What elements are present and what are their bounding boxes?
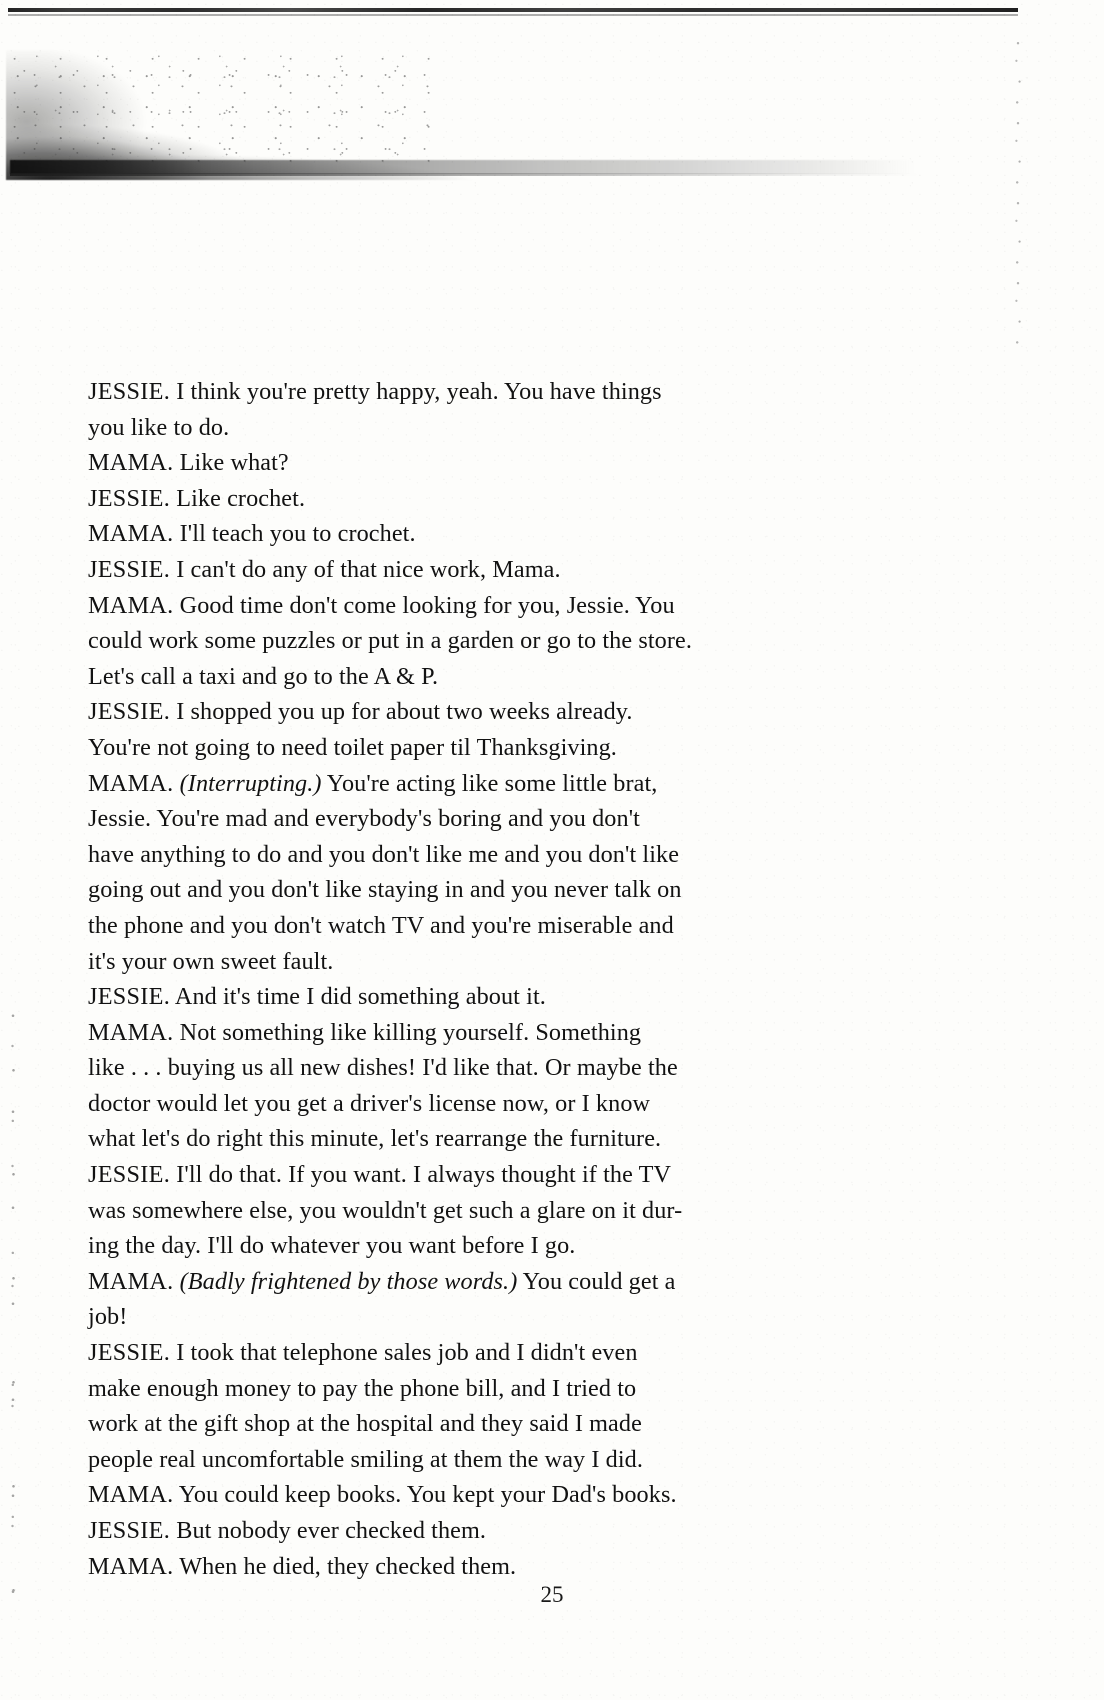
- text-line: [88, 516, 780, 552]
- text-line: [88, 801, 780, 837]
- text-line: [88, 1086, 780, 1122]
- text-line: [88, 1050, 780, 1086]
- scan-streak-artifact: [10, 160, 915, 174]
- line-text: I took that telephone sales job and I didn't even: [170, 1339, 638, 1367]
- right-margin-speckle-artifact: [1010, 40, 1026, 360]
- text-line: [88, 481, 780, 517]
- text-line: [88, 1121, 780, 1157]
- line-text: And it's time I did something about it.: [170, 983, 546, 1011]
- speaker-label: JESSIE.: [88, 1517, 171, 1544]
- text-line: [88, 1299, 780, 1335]
- text-line: [88, 552, 780, 588]
- line-text: it's your own sweet fault.: [88, 947, 334, 975]
- line-text: people real uncomfortable smiling at them the way I did.: [88, 1445, 644, 1473]
- line-text: like . . . buying us all new dishes! I'd like that. Or maybe the: [88, 1054, 678, 1082]
- text-line: [88, 410, 780, 446]
- line-text: ing the day. I'll do whatever you want before I go.: [88, 1232, 576, 1260]
- line-text: Jessie. You're mad and everybody's boring and you don't: [88, 805, 640, 833]
- text-line: [88, 694, 780, 730]
- line-text: I think you're pretty happy, yeah. You have things: [170, 378, 662, 405]
- line-text: Let's call a taxi and go to the A & P.: [88, 662, 439, 690]
- text-line: [88, 730, 780, 766]
- speaker-label: JESSIE.: [88, 555, 171, 583]
- speaker-label: JESSIE.: [88, 1161, 171, 1189]
- text-line: [88, 1157, 780, 1193]
- speaker-label: MAMA.: [88, 1018, 174, 1046]
- line-text: Like what?: [173, 449, 289, 477]
- text-line: [88, 1406, 780, 1442]
- text-line: [88, 588, 780, 624]
- line-text: You're not going to need toilet paper til Thanksgiving.: [88, 733, 617, 761]
- line-text: I'll teach you to crochet.: [173, 520, 416, 548]
- speaker-label: MAMA.: [88, 1481, 174, 1509]
- line-text: you like to do.: [88, 413, 230, 441]
- page-body-text: [88, 374, 780, 1584]
- line-text: I shopped you up for about two weeks already.: [170, 698, 633, 726]
- speaker-label: MAMA.: [88, 1552, 174, 1580]
- line-text: Like crochet.: [170, 484, 306, 512]
- text-line: [88, 979, 780, 1015]
- scan-top-rule-artifact: [8, 8, 1018, 12]
- stage-direction: (Badly frightened by those words.): [173, 1267, 518, 1295]
- text-line: [88, 1228, 780, 1264]
- stage-direction: (Interrupting.): [173, 769, 322, 797]
- speaker-label: MAMA.: [88, 449, 174, 477]
- line-text: the phone and you don't watch TV and you're miserable and: [88, 911, 674, 939]
- text-line: [88, 1549, 780, 1585]
- line-text: You're acting like some little brat,: [321, 769, 658, 797]
- left-margin-speckle-artifact: [8, 1010, 18, 1610]
- text-line: [88, 623, 780, 659]
- text-line: [88, 872, 780, 908]
- text-line: [88, 837, 780, 873]
- text-line: [88, 1513, 780, 1549]
- line-text: job!: [88, 1303, 128, 1331]
- line-text: what let's do right this minute, let's rearrange the furniture.: [88, 1125, 662, 1153]
- text-line: [88, 1264, 780, 1300]
- line-text: Good time don't come looking for you, Jessie. You: [173, 591, 675, 619]
- text-line: [88, 1193, 780, 1229]
- speaker-label: JESSIE.: [88, 698, 171, 726]
- speaker-label: MAMA.: [88, 520, 174, 548]
- page-number: 25: [540, 1582, 564, 1607]
- text-line: [88, 1371, 780, 1407]
- line-text: I'll do that. If you want. I always thought if the TV: [170, 1161, 672, 1189]
- speaker-label: JESSIE.: [88, 484, 171, 512]
- line-text: work at the gift shop at the hospital and they said I made: [88, 1410, 642, 1438]
- text-line: [88, 659, 780, 695]
- scan-streak-secondary-artifact: [10, 173, 920, 176]
- scan-top-rule-secondary-artifact: [8, 14, 1018, 16]
- speaker-label: JESSIE.: [88, 1339, 171, 1367]
- speaker-label: JESSIE.: [88, 983, 171, 1011]
- line-text: But nobody ever checked them.: [170, 1517, 487, 1544]
- speaker-label: JESSIE.: [88, 378, 171, 405]
- toner-speckle-artifact: [10, 52, 430, 162]
- line-text: You could keep books. You kept your Dad's books.: [173, 1481, 677, 1509]
- line-text: have anything to do and you don't like me and you don't like: [88, 840, 680, 868]
- line-text: doctor would let you get a driver's license now, or I know: [88, 1089, 651, 1117]
- line-text: was somewhere else, you wouldn't get such a glare on it dur-: [88, 1196, 683, 1224]
- speaker-label: MAMA.: [88, 769, 174, 797]
- line-text: make enough money to pay the phone bill, and I tried to: [88, 1374, 637, 1402]
- line-text: could work some puzzles or put in a garden or go to the store.: [88, 627, 693, 655]
- text-line: [88, 1015, 780, 1051]
- text-line: [88, 445, 780, 481]
- speaker-label: MAMA.: [88, 1267, 174, 1295]
- text-line: [88, 944, 780, 980]
- line-text: going out and you don't like staying in and you never talk on: [88, 876, 682, 904]
- speaker-label: MAMA.: [88, 591, 174, 619]
- line-text: When he died, they checked them.: [173, 1552, 517, 1580]
- text-line: [88, 1477, 780, 1513]
- line-text: I can't do any of that nice work, Mama.: [170, 555, 561, 583]
- line-text: You could get a: [517, 1267, 676, 1295]
- text-line: [88, 1442, 780, 1478]
- text-line: [88, 374, 780, 410]
- text-line: [88, 908, 780, 944]
- text-line: [88, 766, 780, 802]
- line-text: Not something like killing yourself. Something: [173, 1018, 642, 1046]
- text-line: [88, 1335, 780, 1371]
